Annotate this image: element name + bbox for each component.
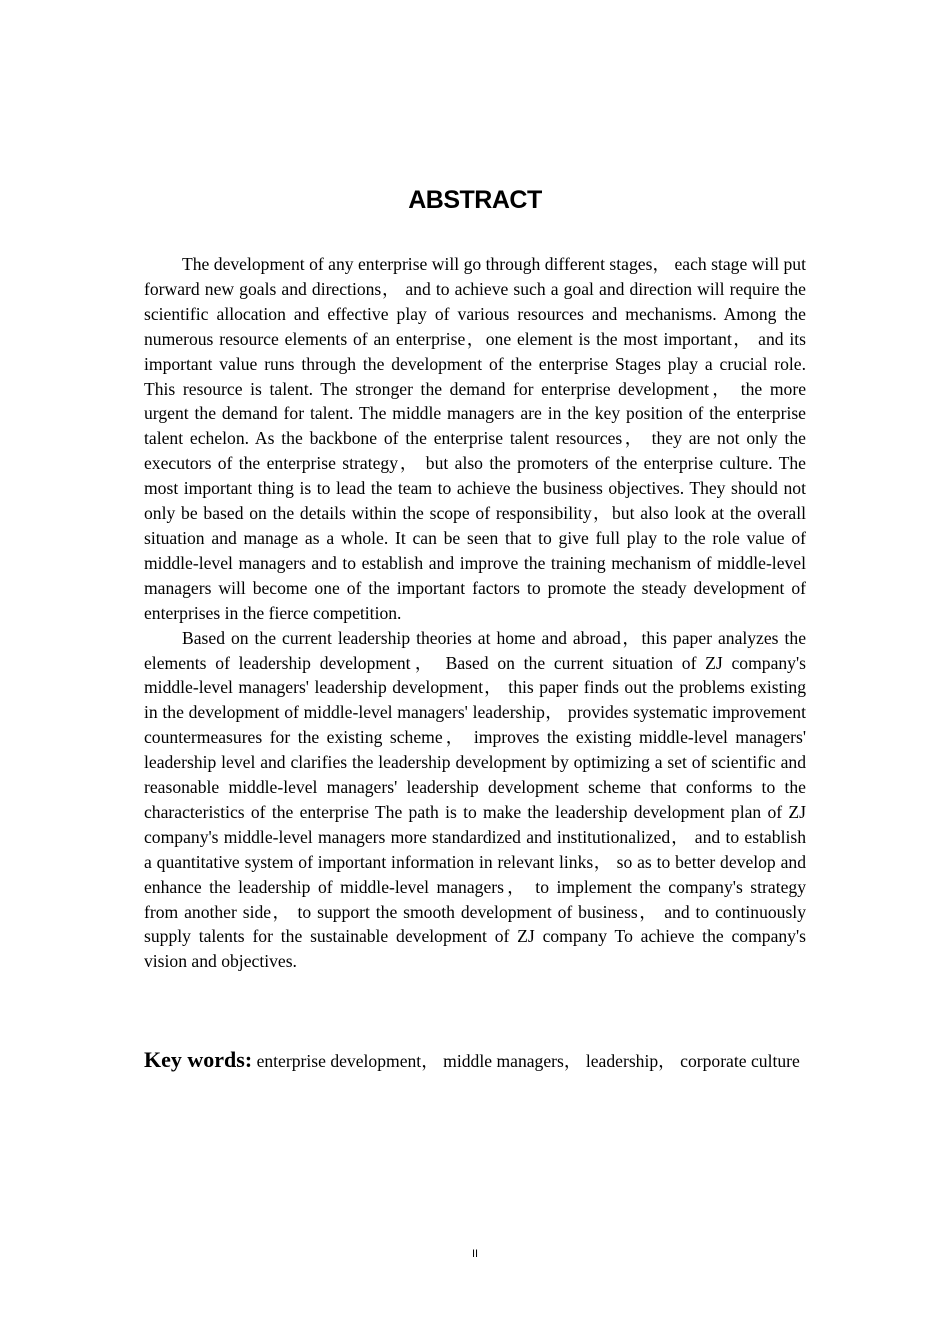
abstract-paragraph-2: Based on the current leadership theories at home and abroad，this paper analyzes the elements of leadership development， Based on the current situation of ZJ company's middle-level managers' leadership development， this paper finds out the problems existing in the development of middle-level managers' leadership， provides systematic improvement countermeasures for the existing scheme， improves the existing middle-level managers' leadership level and clarifies the leadership development by optimizing a set of scientific and reasonable middle-level managers' leadership development scheme that conforms to the characteristics of the enterprise The path is to make the leadership development plan of ZJ company's middle-level managers more standardized and institutionalized， and to establish a quantitative system of important information in relevant links， so as to better develop and enhance the leadership of middle-level managers， to implement the company's strategy from another side， to support the smooth development of business， and to continuously supply talents for the sustainable development of ZJ company To achieve the company's vision and objectives. (144, 627, 806, 972)
keywords-label: Key words: (144, 1047, 253, 1072)
keywords-text: enterprise development， middle managers， leadership， corporate culture (256, 1051, 800, 1071)
abstract-title: ABSTRACT (408, 186, 542, 214)
abstract-paragraph-1: The development of any enterprise will go through different stages， each stage will put forward new goals and directions， and to achieve such a goal and direction will require the scientific allocation and effective play of various resources and mechanisms. Among the numerous resource elements of an enterprise，one element is the most important， and its important value runs through the development of the enterprise Stages play a crucial role. This resource is talent. The stronger the demand for enterprise development， the more urgent the demand for talent. The middle managers are in the key position of the enterprise talent echelon. As the backbone of the enterprise talent resources， they are not only the executors of the enterprise strategy， but also the promoters of the enterprise culture. The most important thing is to lead the team to achieve the business objectives. They should not only be based on the details within the scope of responsibility，but also look at the overall situation and manage as a whole. It can be seen that to give full play to the role value of middle-level managers and to establish and improve the training mechanism of middle-level managers will become one of the important factors to promote the steady development of enterprises in the fierce competition. (144, 254, 806, 623)
abstract-body (144, 252, 806, 974)
keywords-section (144, 1048, 806, 1074)
page-number: II (471, 1248, 479, 1260)
